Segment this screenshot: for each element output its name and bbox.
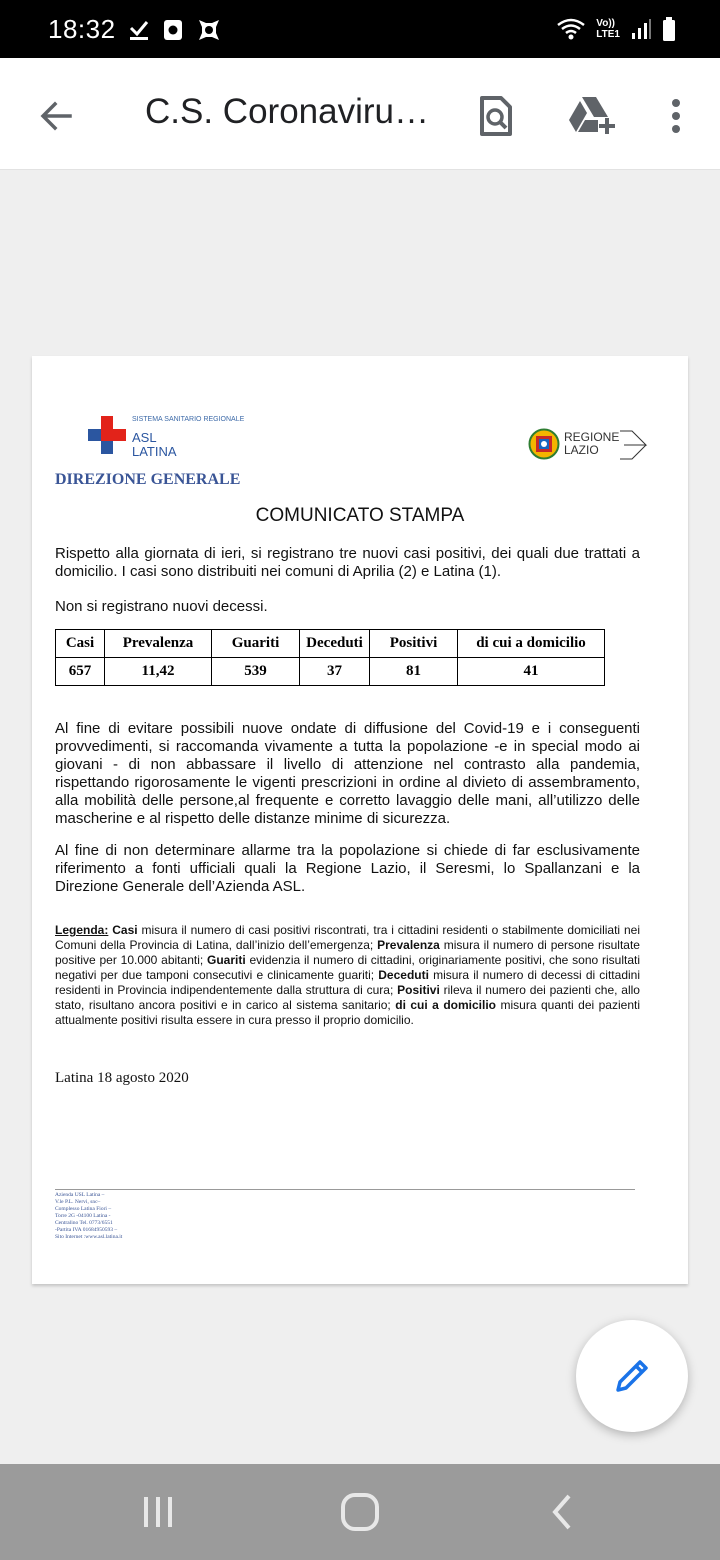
footer-line-7: Sito Internet :www.asl.latina.it [55, 1234, 123, 1240]
status-right-icons [556, 14, 676, 44]
check-download-icon [128, 18, 150, 42]
document-date: Latina 18 agosto 2020 [55, 1070, 189, 1086]
legend-paragraph [55, 923, 640, 1028]
game-launcher-icon [196, 17, 222, 43]
legend-term-domicilio: di cui a domicilio [395, 998, 497, 1012]
legend-label: Legenda: [55, 923, 109, 937]
system-back-button[interactable] [532, 1488, 592, 1536]
home-button[interactable] [330, 1488, 390, 1536]
recents-icon [140, 1495, 176, 1529]
legend-term-casi: Casi [112, 923, 138, 937]
app-bar [0, 58, 720, 170]
stats-header-row [56, 630, 605, 658]
footer-divider [55, 1189, 635, 1190]
more-vert-icon [670, 98, 682, 134]
legend-term-deceduti: Deceduti [378, 968, 429, 982]
asl-name-line-2: LATINA [132, 444, 177, 459]
document-title: C.S. Coronaviru… [145, 92, 429, 131]
lte-top: Vo)) [596, 18, 615, 29]
search-document-icon [478, 95, 514, 137]
pencil-icon [612, 1356, 652, 1396]
lte-bottom: LTE1 [596, 29, 620, 40]
paragraph-3: Al fine di evitare possibili nuove ondate di diffusione del Covid-19 e i conseguenti provvedimenti, si raccomanda vivamente a tutta la popolazione -e in special modo ai giovani - di non abbassare il livello di attenzione nel contrasto alla pandemia, rispettando rigorosamente le vigenti prescrizioni in ordine al divieto di assembramento, alla mobilità delle persone,al frequente e corretto lavaggio delle mani, all’utilizzo delle mascherine e al rispetto delle distanze minime di sicurezza. [55, 720, 640, 827]
value-positivi: 81 [370, 658, 458, 686]
header-prevalenza: Prevalenza [105, 630, 212, 658]
footer-line-5: Centralino Tel. 0773/6551 [55, 1220, 113, 1226]
header-casi: Casi [56, 630, 105, 658]
status-time: 18:32 [48, 14, 116, 44]
footer-line-4: Torre 2G -04100 Latina - [55, 1213, 111, 1219]
legend-text-prevalenza: misura il numero di persone risultate positive per 10.000 abitanti; [55, 938, 640, 967]
asl-system-label: SISTEMA SANITARIO REGIONALE [132, 416, 245, 423]
direzione-generale: DIREZIONE GENERALE [55, 471, 241, 488]
drive-add-icon [568, 95, 616, 137]
legend-text-domicilio: misura quanti dei pazienti attualmente positivi risulta essere in cura presso il proprio domicilio. [55, 998, 640, 1027]
status-bar [0, 0, 720, 58]
legend-term-guariti: Guariti [207, 953, 246, 967]
stats-value-row [56, 658, 605, 686]
home-icon [340, 1492, 380, 1532]
document-heading: COMUNICATO STAMPA [255, 505, 465, 526]
header-deceduti: Deceduti [300, 630, 370, 658]
document-page[interactable] [32, 356, 688, 1284]
back-button[interactable] [30, 90, 82, 142]
lte-indicator [596, 18, 620, 40]
header-positivi: Positivi [370, 630, 458, 658]
stats-table [55, 629, 605, 686]
edit-fab-button[interactable] [576, 1320, 688, 1432]
asl-name-line-1: ASL [132, 430, 157, 445]
value-domicilio: 41 [458, 658, 605, 686]
regione-lazio-emblem [528, 428, 560, 460]
legend-text-deceduti: misura il numero di decessi di cittadini residenti in Provincia indipendentemente dalla struttura di cura; [55, 968, 640, 997]
value-casi: 657 [56, 658, 105, 686]
system-nav-bar [0, 1464, 720, 1560]
asl-cross-logo [88, 416, 126, 454]
legend-term-prevalenza: Prevalenza [377, 938, 440, 952]
recents-button[interactable] [128, 1488, 188, 1536]
footer-line-6: -Partita IVA 01684950593 – [55, 1227, 118, 1233]
back-arrow-icon [38, 98, 74, 134]
lazio-line-2: LAZIO [564, 443, 599, 457]
paragraph-2: Non si registrano nuovi decessi. [55, 598, 268, 615]
legend-text-guariti: evidenzia il numero di cittadini, originariamente positivi, che sono risultati negativi per due tamponi consecutivi e clinicamente guariti; [55, 953, 640, 982]
paragraph-4: Al fine di non determinare allarme tra la popolazione si chiede di far esclusivamente riferimento a fonti ufficiali quali la Regione Lazio, il Seresmi, lo Spallanzani e la Direzione Generale dell’Azienda ASL. [55, 842, 640, 895]
system-back-icon [549, 1492, 575, 1532]
wifi-icon [556, 17, 586, 41]
footer-line-2: V.le P.L. Nervi, snc– [55, 1199, 101, 1205]
asl-name [132, 431, 177, 459]
value-deceduti: 37 [300, 658, 370, 686]
header-domicilio: di cui a domicilio [458, 630, 605, 658]
add-to-drive-button[interactable] [564, 88, 620, 144]
value-prevalenza: 11,42 [105, 658, 212, 686]
battery-icon [662, 16, 676, 42]
status-left-icons [128, 16, 222, 44]
legend-text-positivi: rileva il numero dei pazienti che, allo stato, risultano ancora positivi e in carico al sistema sanitario; [55, 983, 640, 1012]
screenshot-icon [162, 18, 184, 42]
legend-term-positivi: Positivi [397, 983, 440, 997]
regione-lazio-name [564, 431, 619, 457]
find-in-document-button[interactable] [468, 88, 524, 144]
lazio-decoration [620, 430, 648, 460]
footer-line-1: Azienda USL Latina – [55, 1192, 105, 1198]
signal-icon [630, 17, 652, 41]
footer-line-3: Complesso Latina Fiori – [55, 1206, 112, 1212]
more-options-button[interactable] [648, 88, 704, 144]
legend-text-casi: misura il numero di casi positivi riscontrati, tra i cittadini residenti o stabilmente domiciliati nei Comuni della Provincia di Latina, dall’inizio dell’emergenza; [55, 923, 640, 952]
value-guariti: 539 [212, 658, 300, 686]
lazio-line-1: REGIONE [564, 430, 620, 444]
header-guariti: Guariti [212, 630, 300, 658]
footer-address [55, 1192, 122, 1241]
paragraph-1: Rispetto alla giornata di ieri, si registrano tre nuovi casi positivi, dei quali due trattati a domicilio. I casi sono distribuiti nei comuni di Aprilia (2) e Latina (1). [55, 545, 640, 580]
